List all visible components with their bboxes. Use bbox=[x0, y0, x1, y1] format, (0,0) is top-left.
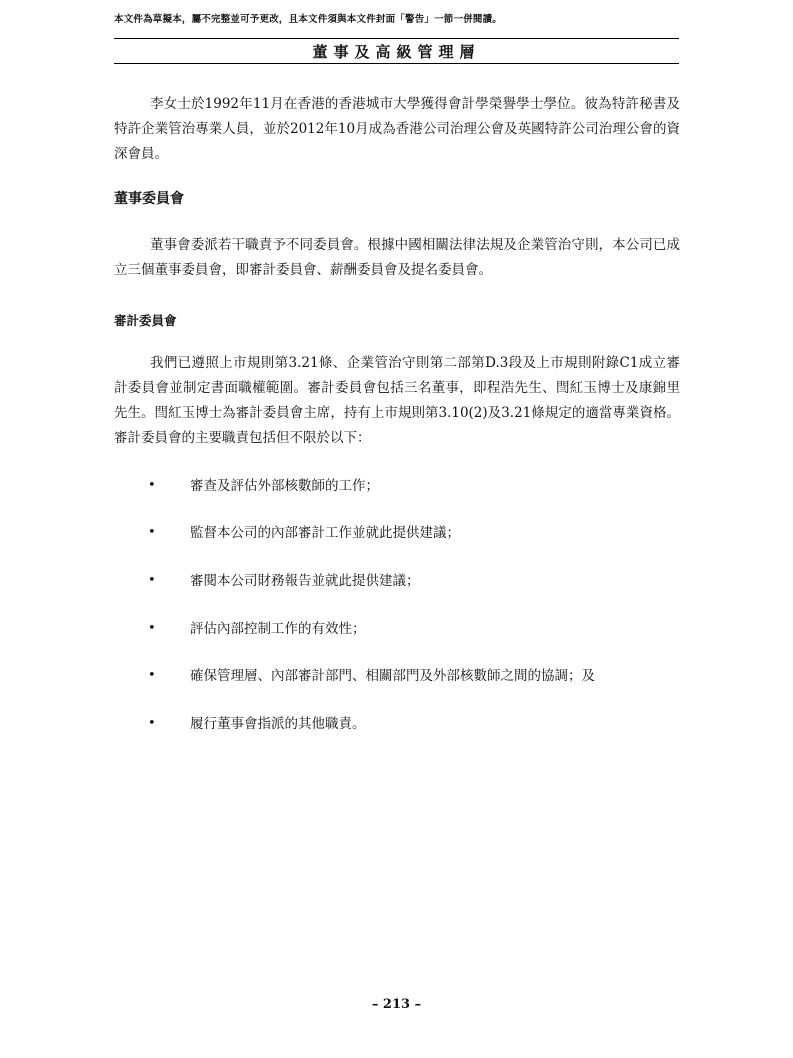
bullet-icon: • bbox=[148, 478, 156, 493]
board-committees-heading: 董事委員會 bbox=[114, 191, 184, 207]
bullet-icon: • bbox=[148, 716, 156, 731]
duty-text: 監督本公司的內部審計工作並就此提供建議； bbox=[190, 525, 460, 541]
duty-text: 確保管理層、內部審計部門、相關部門及外部核數師之間的協調；及 bbox=[190, 668, 595, 684]
header-rule-top bbox=[114, 38, 679, 39]
header-rule-bottom bbox=[114, 63, 679, 64]
bullet-icon: • bbox=[148, 573, 156, 588]
audit-committee-paragraph: 我們已遵照上市規則第3.21條、企業管治守則第二部第D.3段及上市規則附錄C1成立審計委員會並制定書面職權範圍。審計委員會包括三名董事，即程浩先生、閆紅玉博士及康錦里先生。閆紅玉博士為審計委員會主席，持有上市規則第3.10(2)及3.21條規定的適當專業資格。審計委員會的主要職責包括但不限於以下： bbox=[114, 355, 680, 446]
section-title: 董事及高級管理層 bbox=[312, 43, 481, 61]
duty-text: 審查及評估外部核數師的工作； bbox=[190, 478, 379, 494]
intro-paragraph: 李女士於1992年11月在香港的香港城市大學獲得會計學榮譽學士學位。彼為特許秘書及特許企業管治專業人員，並於2012年10月成為香港公司治理公會及英國特許公司治理公會的資深會員。 bbox=[114, 96, 680, 162]
bullet-icon: • bbox=[148, 668, 156, 683]
bullet-icon: • bbox=[148, 621, 156, 636]
page-number: – 213 – bbox=[371, 997, 422, 1012]
duty-text: 履行董事會指派的其他職責。 bbox=[190, 716, 366, 732]
audit-committee-heading: 審計委員會 bbox=[114, 313, 177, 328]
bullet-icon: • bbox=[148, 525, 156, 540]
duty-text: 審閱本公司財務報告並就此提供建議； bbox=[190, 573, 420, 589]
duty-text: 評估內部控制工作的有效性； bbox=[190, 621, 366, 637]
board-committees-paragraph: 董事會委派若干職責予不同委員會。根據中國相關法律法規及企業管治守則，本公司已成立三個董事委員會，即審計委員會、薪酬委員會及提名委員會。 bbox=[114, 237, 680, 278]
disclaimer-banner: 本文件為草擬本，屬不完整並可予更改，且本文件須與本文件封面「警告」一節一併閱讀。 bbox=[114, 14, 503, 25]
